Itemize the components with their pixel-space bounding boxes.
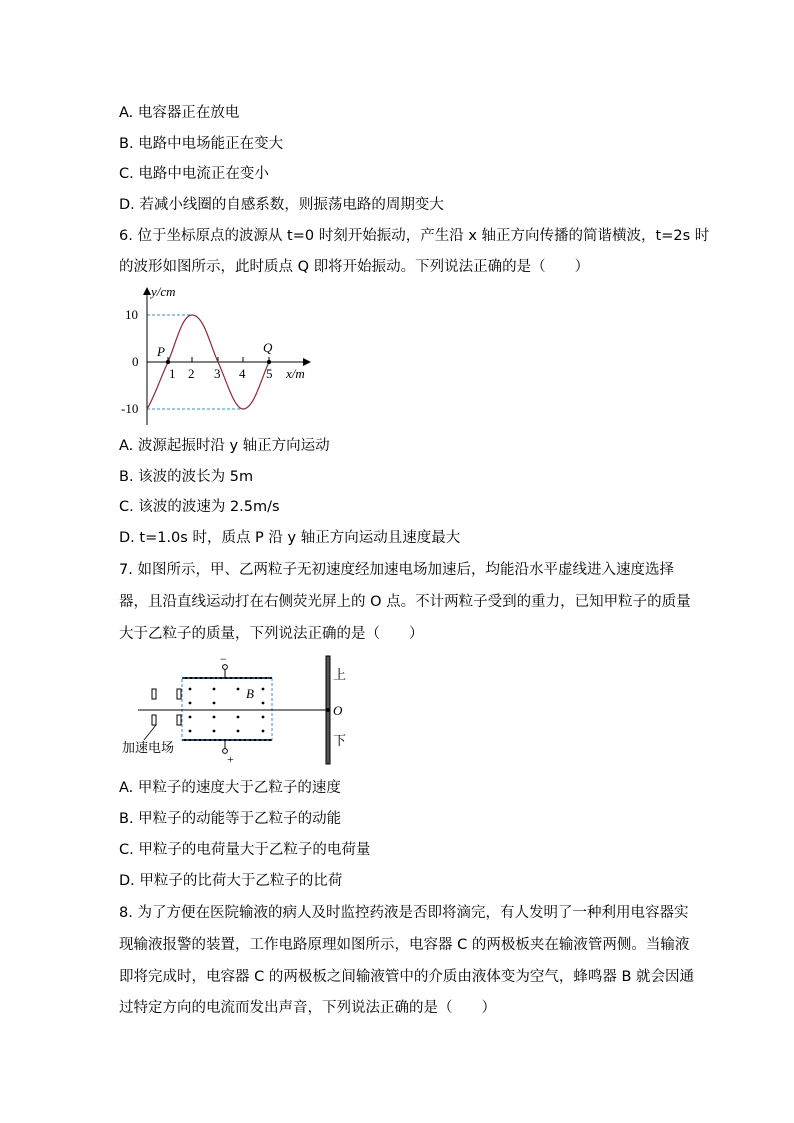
accel-plate-left-bottom <box>152 715 156 725</box>
x-tick-5: 5 <box>266 366 273 381</box>
q8-stem-line1: 8. 为了方便在医院输液的病人及时监控药液是否即将滴完，有人发明了一种利用电容器实 <box>119 905 689 921</box>
accel-plate-right-bottom <box>177 715 181 725</box>
field-region <box>182 678 272 740</box>
b-label: B <box>246 686 254 701</box>
y-tick-10: 10 <box>125 307 138 322</box>
down-label: 下 <box>333 733 347 748</box>
point-o-dot <box>326 708 330 712</box>
q7-stem-line3: 大于乙粒子的质量，下列说法正确的是（ ） <box>119 626 424 642</box>
point-p-label: P <box>157 344 165 359</box>
q7-stem-line2: 器，且沿直线运动打在右侧荧光屏上的 O 点。不计两粒子受到的重力，已知甲粒子的质量 <box>119 594 691 610</box>
q7-stem-line1: 7. 如图所示，甲、乙两粒子无初速度经加速电场加速后，均能沿水平虚线进入速度选择 <box>119 562 674 578</box>
accel-plate-right-top <box>177 689 181 699</box>
q5-option-a: A. 电容器正在放电 <box>119 105 240 121</box>
q7-option-b: B. 甲粒子的动能等于乙粒子的动能 <box>119 811 342 827</box>
minus-label: − <box>220 652 227 666</box>
point-q-dot <box>267 360 271 364</box>
y-axis-label: y/cm <box>151 284 176 299</box>
accel-field-label: 加速电场 <box>122 740 175 755</box>
q6-option-d: D. t=1.0s 时，质点 P 沿 y 轴正方向运动且速度最大 <box>119 530 461 546</box>
q5-option-d: D. 若减小线圈的自感系数，则振荡电路的周期变大 <box>119 197 444 213</box>
x-tick-1: 1 <box>169 366 176 381</box>
velocity-selector-figure <box>118 652 358 770</box>
q5-option-b: B. 电路中电场能正在变大 <box>119 136 284 152</box>
o-label: O <box>333 703 343 718</box>
wave-figure <box>110 283 330 433</box>
x-tick-2: 2 <box>188 366 195 381</box>
q6-option-c: C. 该波的波速为 2.5m/s <box>119 499 280 515</box>
q6-option-a: A. 波源起振时沿 y 轴正方向运动 <box>119 438 330 454</box>
q8-stem-line2: 现输液报警的装置，工作电路原理如图所示，电容器 C 的两极板夹在输液管两侧。当输液 <box>119 937 690 953</box>
point-q-label: Q <box>263 340 273 355</box>
x-tick-4: 4 <box>239 366 246 381</box>
q7-option-c: C. 甲粒子的电荷量大于乙粒子的电荷量 <box>119 842 371 858</box>
q8-stem-line3: 即将完成时，电容器 C 的两极板之间输液管中的介质由液体变为空气，蜂鸣器 B 就会因通 <box>119 969 695 985</box>
q6-stem-line1: 6. 位于坐标原点的波源从 t=0 时刻开始振动，产生沿 x 轴正方向传播的简谐横波，t=2s 时 <box>119 228 710 244</box>
q6-stem-line2: 的波形如图所示，此时质点 Q 即将开始振动。下列说法正确的是（ ） <box>119 259 590 275</box>
y-tick-neg10: -10 <box>121 401 139 416</box>
up-label: 上 <box>333 667 347 682</box>
q7-option-d: D. 甲粒子的比荷大于乙粒子的比荷 <box>119 873 343 889</box>
q6-option-b: B. 该波的波长为 5m <box>119 469 254 485</box>
y-tick-0: 0 <box>132 354 139 369</box>
q5-option-c: C. 电路中电流正在变小 <box>119 166 269 182</box>
x-axis-label: x/m <box>286 366 305 381</box>
plus-label: + <box>227 752 234 766</box>
x-tick-3: 3 <box>214 366 221 381</box>
accel-plate-left-top <box>152 689 156 699</box>
q8-stem-line4: 过特定方向的电流而发出声音，下列说法正确的是（ ） <box>119 1000 496 1016</box>
q7-option-a: A. 甲粒子的速度大于乙粒子的速度 <box>119 780 341 796</box>
point-p-dot <box>166 360 170 364</box>
